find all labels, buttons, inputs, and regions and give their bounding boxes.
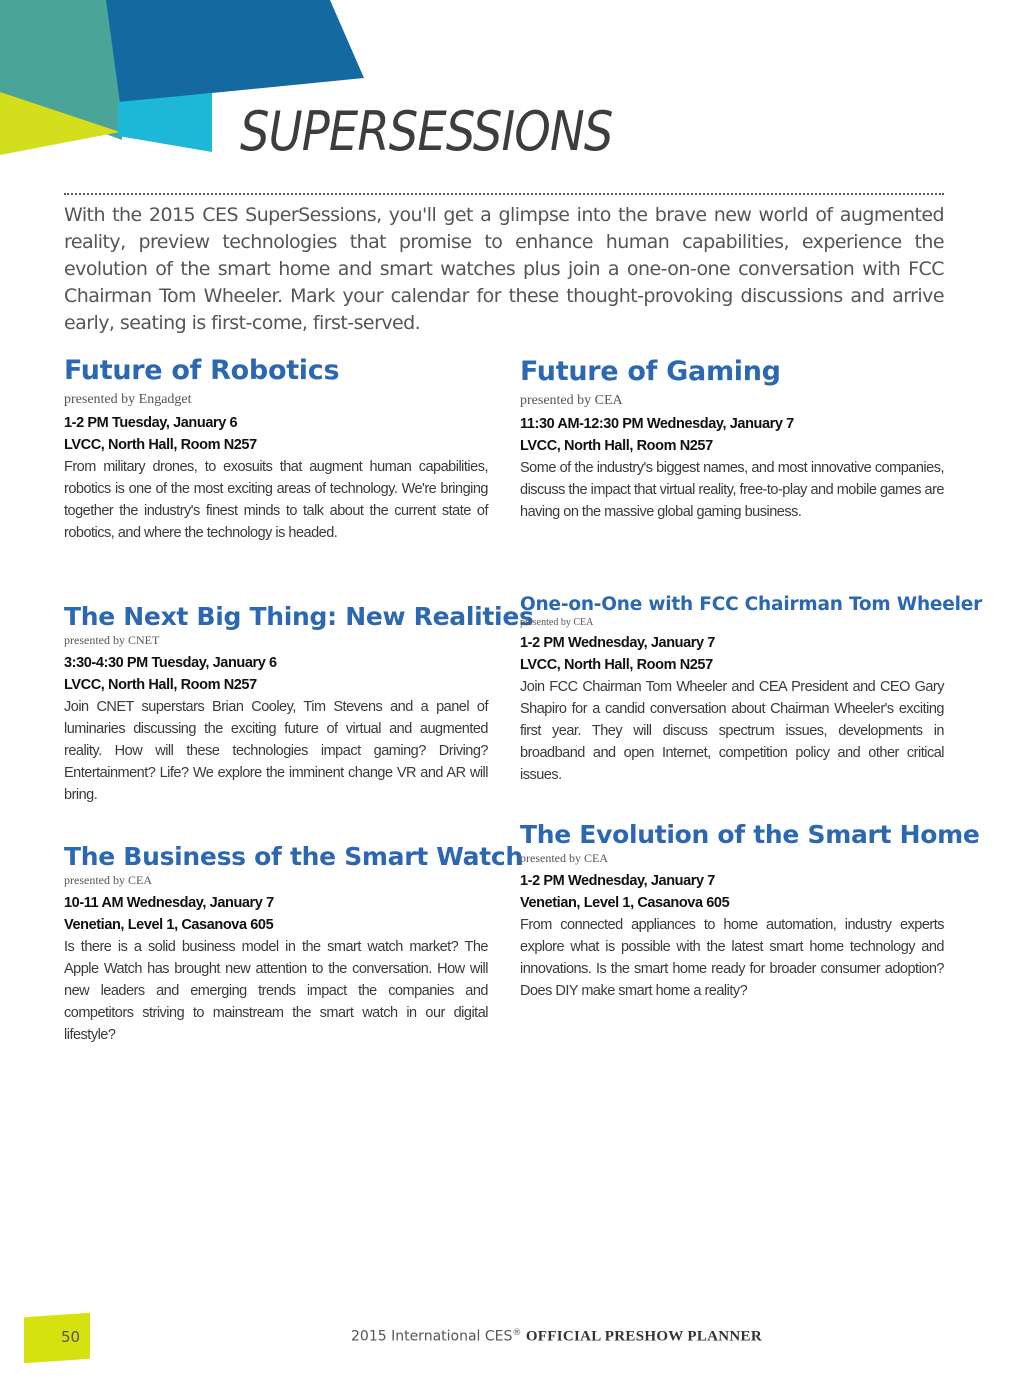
session-smart-home <box>520 820 980 1002</box>
session-presenter: presented by CNET <box>64 633 160 647</box>
session-future-of-robotics <box>64 355 488 544</box>
session-time: 1-2 PM Wednesday, January 7 <box>520 873 715 889</box>
session-presenter: presented by CEA <box>520 393 623 408</box>
session-presenter: presented by CEA <box>64 873 152 887</box>
session-title: Future of Robotics <box>64 355 340 386</box>
dark-blue-shape <box>106 0 364 103</box>
registered-mark: ® <box>512 1328 522 1338</box>
session-description: Join CNET superstars Brian Cooley, Tim Stevens and a panel of luminaries discussing the exciting future of virtual and augmented reality. How will these technologies impact gaming? Driving? Entertainment? Life? We explore the imminent change VR and AR will bring. <box>64 699 488 803</box>
session-description: Some of the industry's biggest names, and most innovative companies, discuss the impact that virtual reality, free-to-play and mobile games are having on the massive global gaming business. <box>520 460 944 520</box>
session-title: Future of Gaming <box>520 356 781 387</box>
intro-paragraph: With the 2015 CES SuperSessions, you'll get a glimpse into the brave new world of augmented reality, preview technologies that promise to enhance human capabilities, experience the evolution of the smart home and smart watches plus join a one-on-one conversation with FCC Chairman Tom Wheeler. Mark your calendar for these thought-provoking discussions and arrive early, seating is first-come, first-served. <box>64 204 944 334</box>
session-title: The Business of the Smart Watch <box>64 842 523 871</box>
session-description: Is there is a solid business model in the smart watch market? The Apple Watch has brought new attention to the conversation. How will new leaders and emerging trends impact the companies and competitors striving to mainstream the smart watch in our digital lifestyle? <box>64 939 488 1043</box>
session-location: LVCC, North Hall, Room N257 <box>64 677 257 693</box>
session-title: The Next Big Thing: New Realities <box>64 602 534 631</box>
footer-publication-name: OFFICIAL PRESHOW PLANNER <box>525 1328 762 1345</box>
session-description: From military drones, to exosuits that augment human capabilities, robotics is one of the most exciting areas of technology. We're bringing together the industry's finest minds to talk about the current state of robotics, and where the technology is headed. <box>64 459 488 541</box>
dotted-divider <box>64 193 944 195</box>
page-number-badge <box>24 1313 90 1364</box>
session-location: LVCC, North Hall, Room N257 <box>520 657 713 673</box>
session-presenter: presented by CEA <box>520 617 594 628</box>
session-time: 1-2 PM Wednesday, January 7 <box>520 635 715 651</box>
session-presenter: presented by CEA <box>520 851 608 865</box>
session-time: 3:30-4:30 PM Tuesday, January 6 <box>64 655 277 671</box>
cyan-shape <box>118 93 212 152</box>
session-description: From connected appliances to home automation, industry experts explore what is possible with the latest smart home technology and innovations. Is the smart home ready for broader consumer adoption? Does DIY make smart home a reality? <box>520 917 944 999</box>
session-presenter: presented by Engadget <box>64 392 192 407</box>
session-future-of-gaming <box>520 356 944 523</box>
page-number: 50 <box>61 1328 81 1346</box>
session-title: One-on-One with FCC Chairman Tom Wheeler <box>520 594 983 615</box>
session-time: 10-11 AM Wednesday, January 7 <box>64 895 274 911</box>
page-title: SUPERSESSIONS <box>240 100 613 163</box>
session-smart-watch <box>64 842 523 1046</box>
session-location: Venetian, Level 1, Casanova 605 <box>520 895 730 911</box>
session-title: The Evolution of the Smart Home <box>520 820 980 849</box>
footer-publication <box>351 1328 762 1346</box>
session-time: 1-2 PM Tuesday, January 6 <box>64 415 238 431</box>
session-location: Venetian, Level 1, Casanova 605 <box>64 917 274 933</box>
session-time: 11:30 AM-12:30 PM Wednesday, January 7 <box>520 416 794 432</box>
footer-prefix: 2015 International CES <box>351 1328 513 1345</box>
session-location: LVCC, North Hall, Room N257 <box>520 438 713 454</box>
session-fcc-chairman <box>520 594 983 786</box>
session-description: Join FCC Chairman Tom Wheeler and CEA President and CEO Gary Shapiro for a candid conversation about Chairman Wheeler's exciting first year. They will discuss spectrum issues, developments in broadband and open Internet, competition policy and other critical issues. <box>520 679 944 783</box>
session-new-realities <box>64 602 534 806</box>
session-location: LVCC, North Hall, Room N257 <box>64 437 257 453</box>
